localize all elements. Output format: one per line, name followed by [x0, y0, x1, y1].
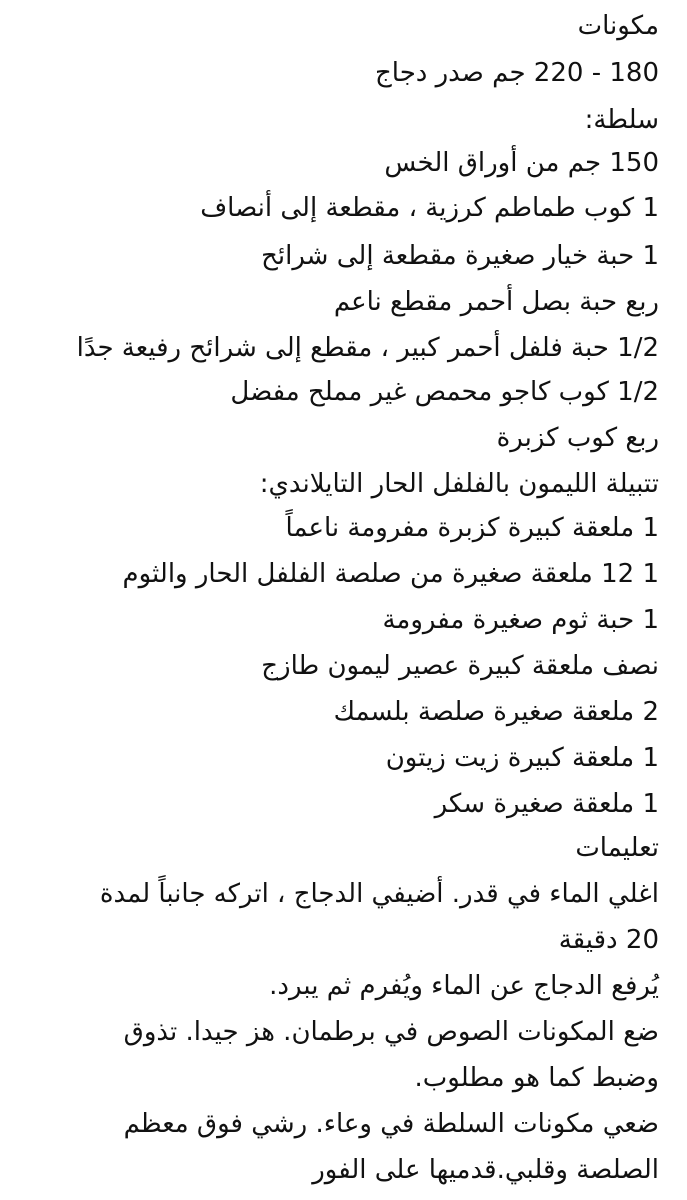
ingredient-cashew: 1/2 كوب كاجو محمص غير مملح مفضل — [230, 377, 659, 407]
dressing-sugar: 1 ملعقة صغيرة سكر — [434, 789, 659, 819]
dressing-lemon: نصف ملعقة كبيرة عصير ليمون طازج — [261, 651, 659, 681]
ingredient-chicken: 180 - 220 جم صدر دجاج — [374, 58, 659, 88]
instructions-heading: تعليمات — [575, 833, 659, 863]
ingredient-tomatoes: 1 كوب طماطم كرزية ، مقطعة إلى أنصاف — [200, 193, 659, 223]
instruction-3-line-1: ضع المكونات الصوص في برطمان. هز جيدا. تذوق — [123, 1017, 659, 1047]
instruction-1-line-1: اغلي الماء في قدر. أضيفي الدجاج ، اتركه جانباً لمدة — [99, 879, 659, 909]
dressing-fish-sauce: 2 ملعقة صغيرة صلصة بلسمك — [333, 697, 659, 727]
ingredient-coriander: ربع كوب كزبرة — [496, 423, 659, 453]
dressing-olive-oil: 1 ملعقة كبيرة زيت زيتون — [385, 743, 659, 773]
instruction-2: يُرفع الدجاج عن الماء ويُفرم ثم يبرد. — [269, 971, 659, 1001]
salad-heading: سلطة: — [584, 105, 659, 135]
ingredient-lettuce: 150 جم من أوراق الخس — [384, 148, 659, 178]
instruction-4-line-1: ضعي مكونات السلطة في وعاء. رشي فوق معظم — [123, 1109, 659, 1139]
instruction-3-line-2: وضبط كما هو مطلوب. — [414, 1063, 659, 1093]
dressing-heading: تتبيلة الليمون بالفلفل الحار التايلاندي: — [259, 469, 659, 499]
instruction-4-line-2: الصلصة وقلبي.قدميها على الفور — [312, 1155, 659, 1185]
dressing-coriander: 1 ملعقة كبيرة كزبرة مفرومة ناعماً — [285, 513, 659, 543]
ingredient-cucumber: 1 حبة خيار صغيرة مقطعة إلى شرائح — [261, 241, 659, 271]
ingredient-onion: ربع حبة بصل أحمر مقطع ناعم — [333, 287, 659, 317]
ingredients-heading: مكونات — [577, 11, 659, 41]
ingredient-pepper: 1/2 حبة فلفل أحمر كبير ، مقطع إلى شرائح رفيعة جدًا — [76, 333, 659, 363]
dressing-chili-sauce: 1 12 ملعقة صغيرة من صلصة الفلفل الحار والثوم — [122, 559, 659, 589]
instruction-1-line-2: 20 دقيقة — [558, 925, 659, 955]
dressing-garlic: 1 حبة ثوم صغيرة مفرومة — [382, 605, 659, 635]
